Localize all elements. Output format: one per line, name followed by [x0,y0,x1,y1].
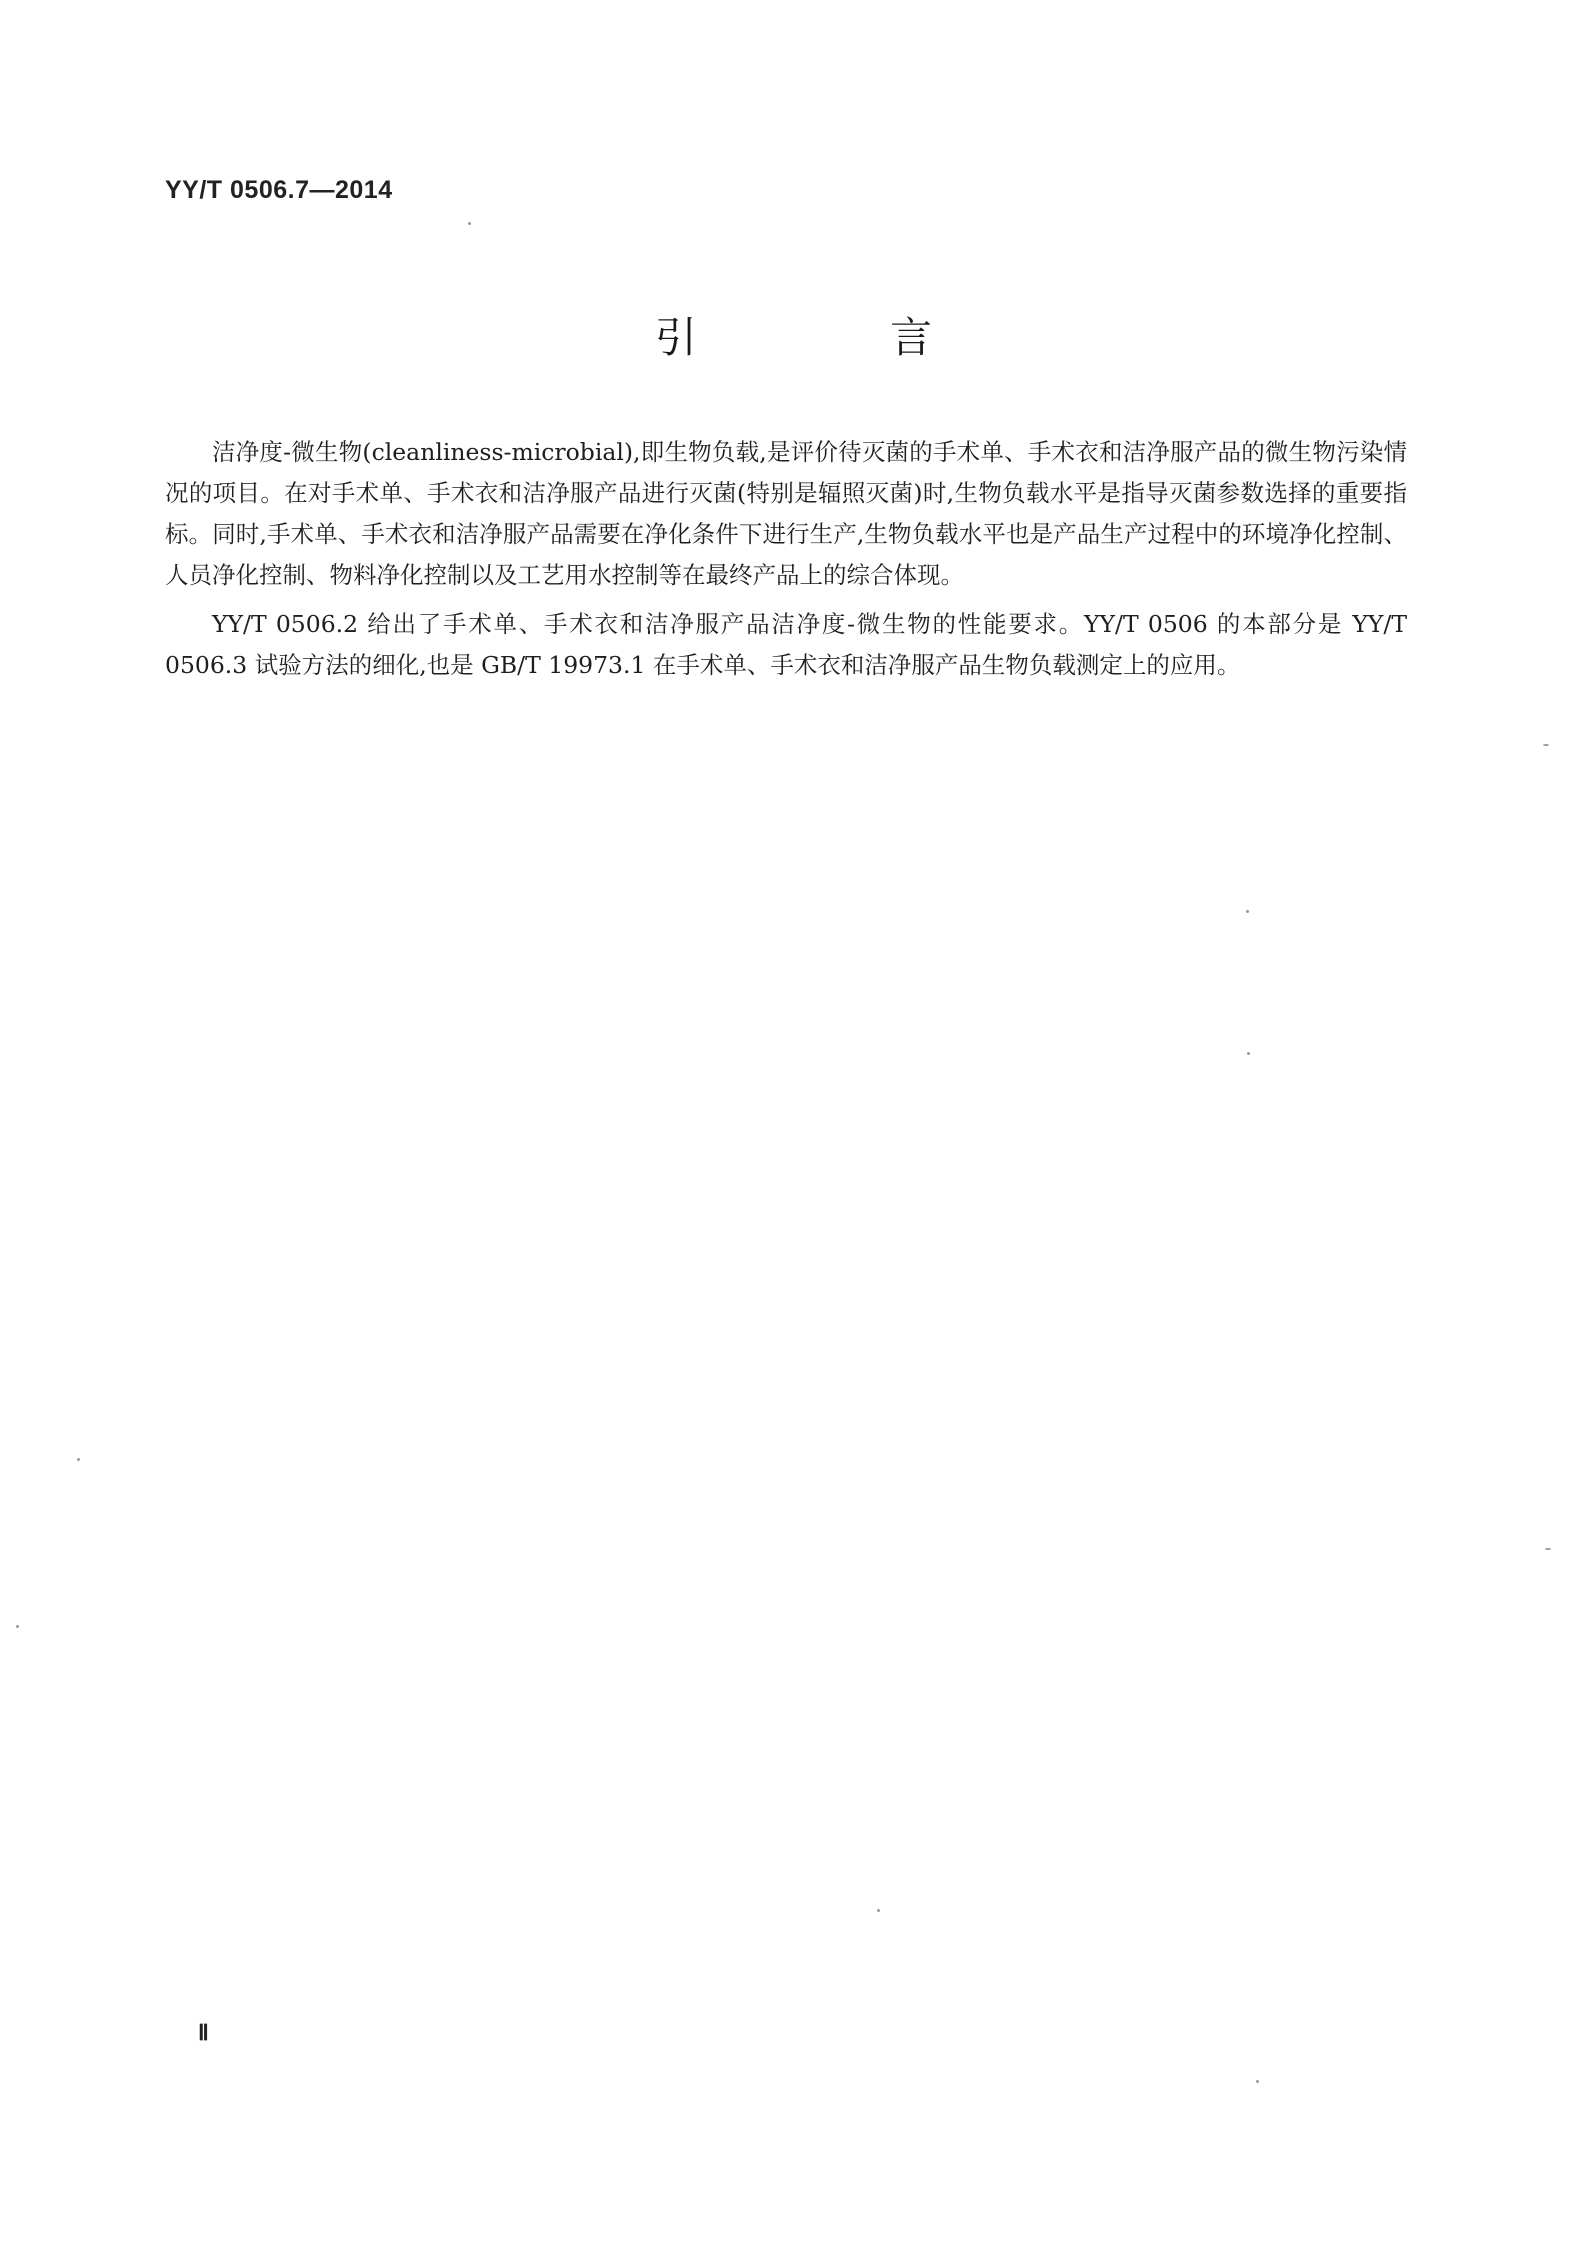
paragraph-2: YY/T 0506.2 给出了手术单、手术衣和洁净服产品洁净度-微生物的性能要求。YY/T 0506 的本部分是 YY/T 0506.3 试验方法的细化,也是 GB/T 19973.1 在手术单、手术衣和洁净服产品生物负载测定上的应用。 [165,610,1407,679]
scan-speck [1246,910,1249,913]
scan-speck [1545,1548,1551,1550]
scan-speck [16,1625,19,1628]
paragraph-1: 洁净度-微生物(cleanliness-microbial),即生物负载,是评价待灭菌的手术单、手术衣和洁净服产品的微生物污染情况的项目。在对手术单、手术衣和洁净服产品进行灭菌(特别是辐照灭菌)时,生物负载水平是指导灭菌参数选择的重要指标。同时,手术单、手术衣和洁净服产品需要在净化条件下进行生产,生物负载水平也是产品生产过程中的环境净化控制、人员净化控制、物料净化控制以及工艺用水控制等在最终产品上的综合体现。 [165,438,1407,589]
scan-speck [1247,1052,1250,1055]
standard-number-header: YY/T 0506.7—2014 [165,176,393,204]
scan-speck [1543,744,1549,746]
scan-speck [468,222,471,225]
section-title: 引 言 [654,313,1023,362]
scan-speck [1256,2080,1259,2083]
scan-speck [877,1909,880,1912]
scan-speck [77,1458,80,1461]
page-number: Ⅱ [198,2020,209,2045]
body-text [165,432,1407,694]
